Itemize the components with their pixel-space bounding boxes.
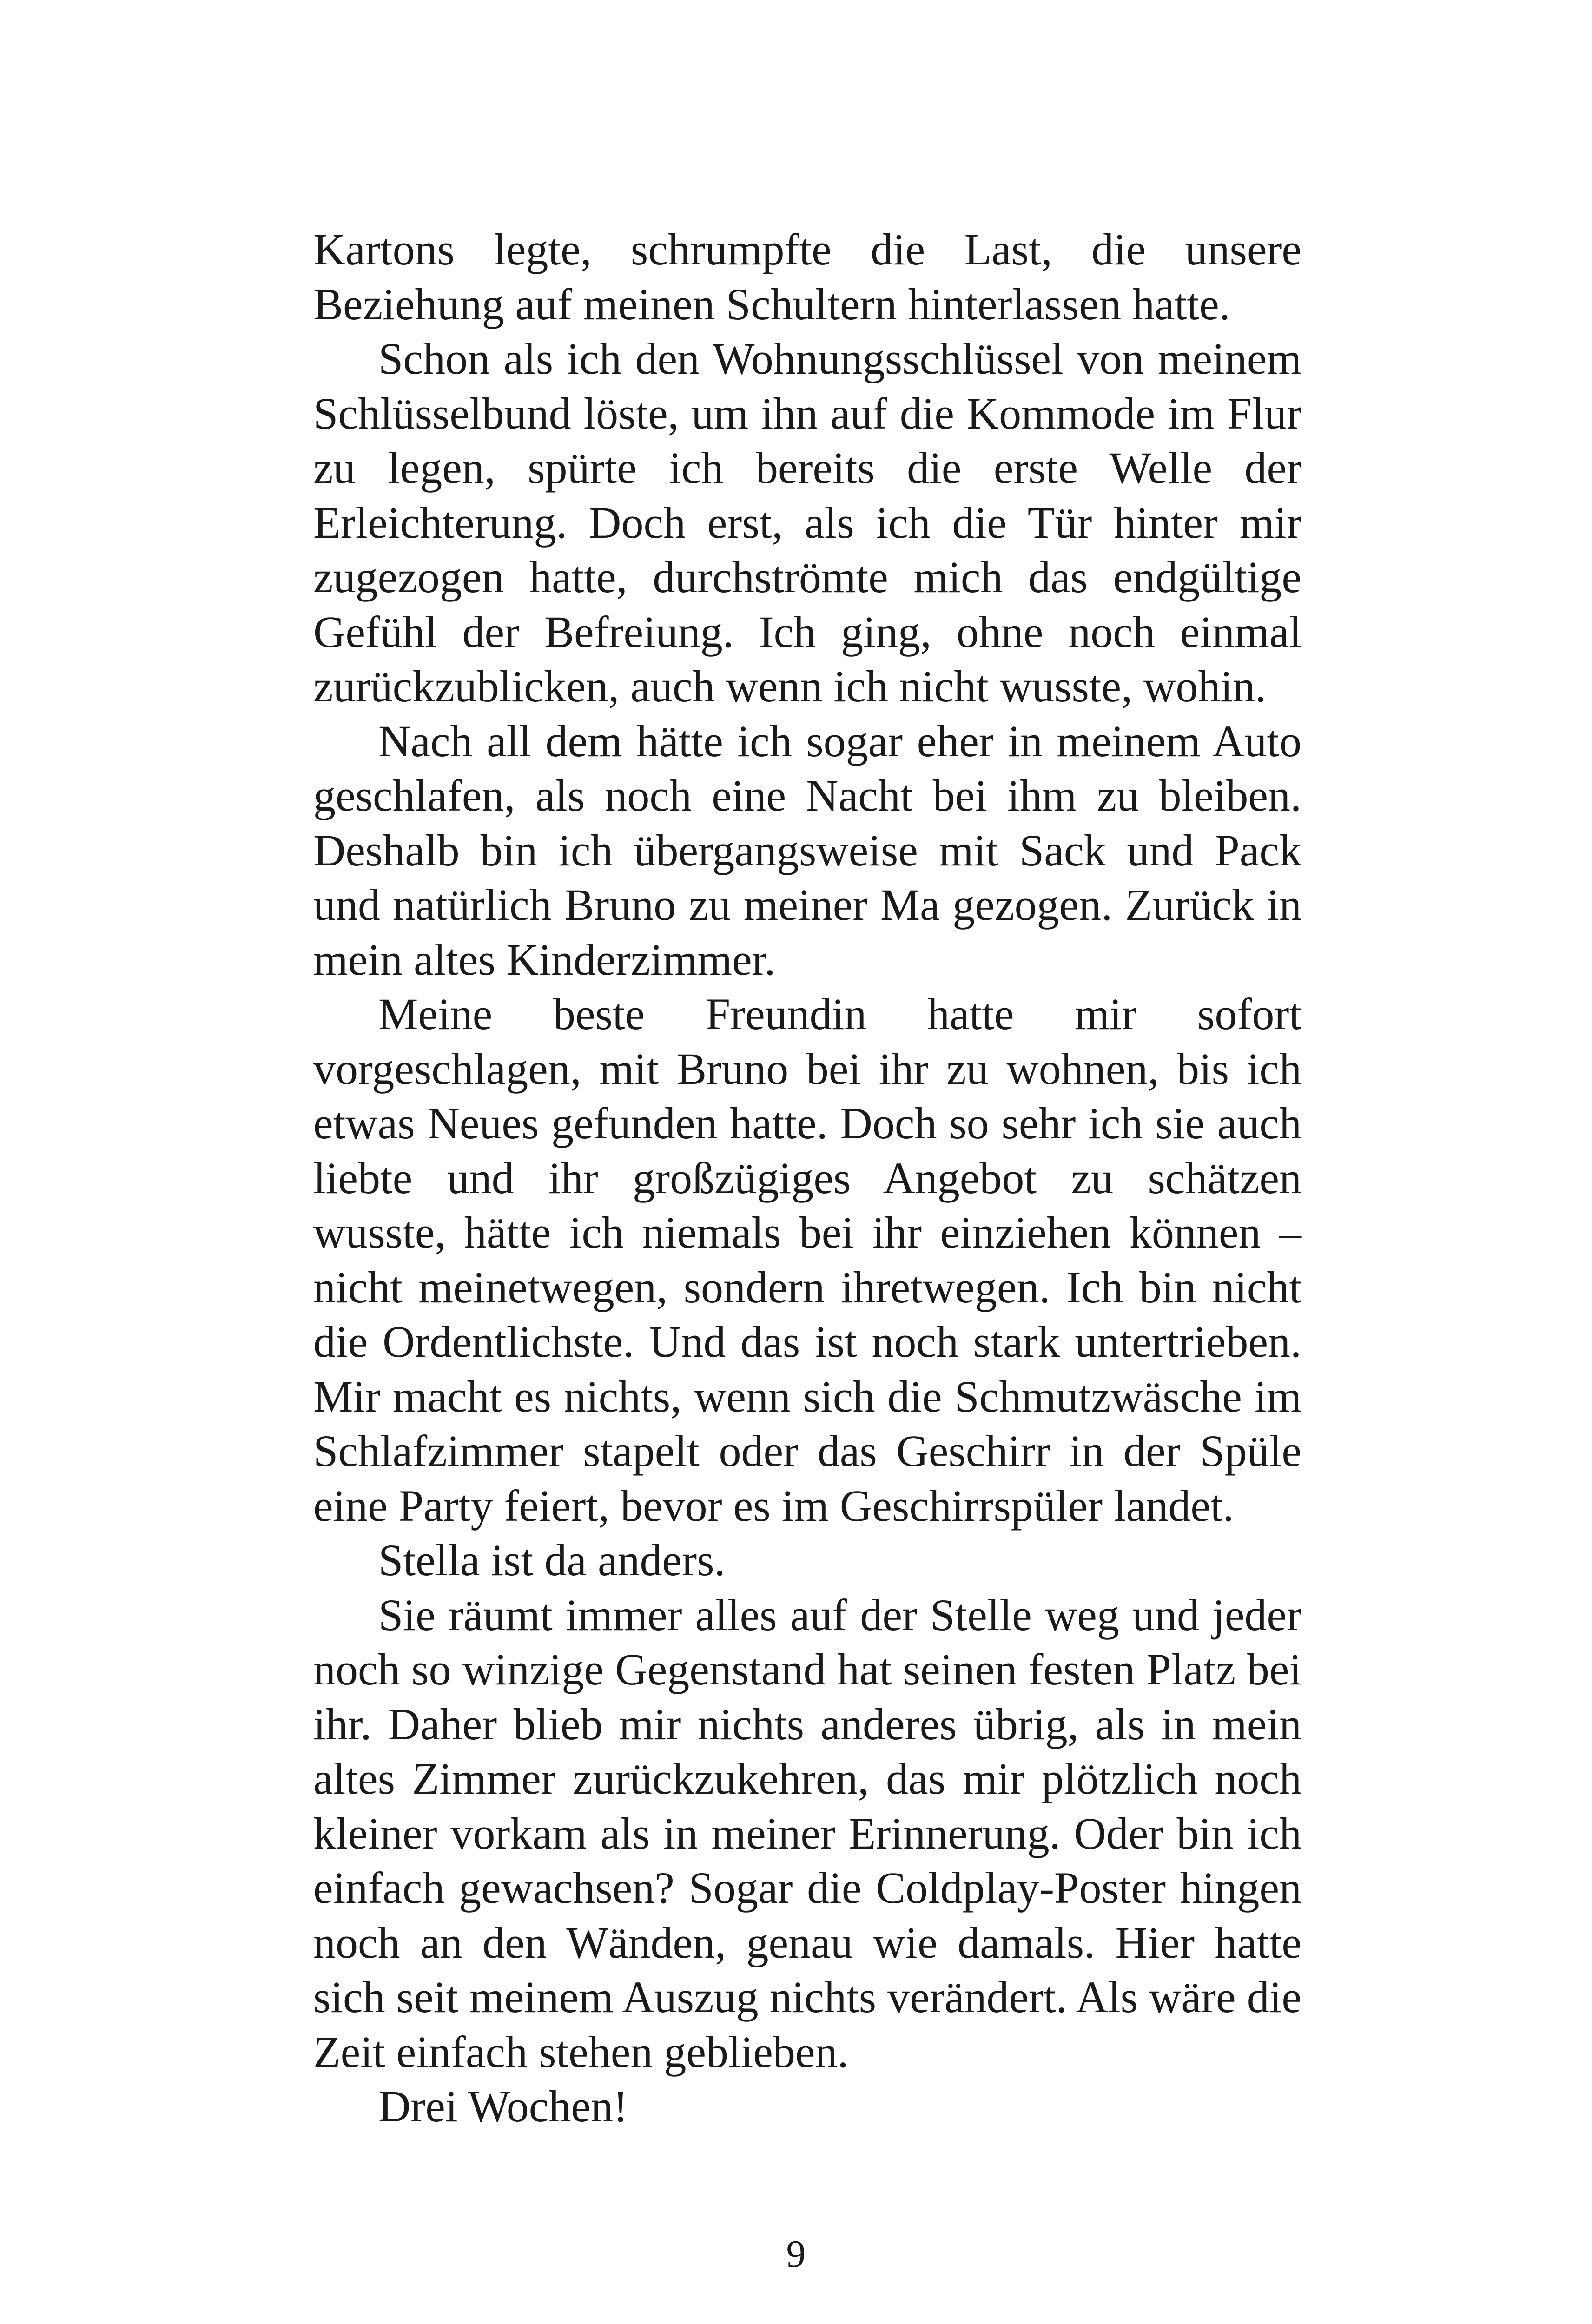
body-text <box>313 222 1301 2134</box>
paragraph-1: Kartons legte, schrumpfte die Last, die unsere Beziehung auf meinen Schultern hinterlassen hatte. <box>313 224 1301 329</box>
paragraph-7: Drei Wochen! <box>378 2081 628 2131</box>
paragraph-6: Sie räumt immer alles auf der Stelle weg und jeder noch so winzige Gegenstand hat seinen festen Platz bei ihr. Daher blieb mir nichts anderes übrig, als in mein altes Zimmer zurückzukehren, das mir plötzlich noch kleiner vorkam als in meiner Erinnerung. Oder bin ich einfach gewachsen? Sogar die Coldplay-Poster hingen noch an den Wänden, genau wie damals. Hier hatte sich seit meinem Auszug nichts verändert. Als wäre die Zeit einfach stehen geblieben. <box>313 1590 1301 2077</box>
page-number: 9 <box>786 2232 806 2276</box>
paragraph-2: Schon als ich den Wohnungsschlüssel von meinem Schlüsselbund löste, um ihn auf die Kommode im Flur zu legen, spürte ich bereits die erste Welle der Erleichterung. Doch erst, als ich die Tür hinter mir zugezogen hatte, durchströmte mich das endgültige Gefühl der Befreiung. Ich ging, ohne noch einmal zurückzublicken, auch wenn ich nicht wusste, wohin. <box>313 334 1301 711</box>
paragraph-5: Stella ist da anders. <box>378 1535 726 1585</box>
paragraph-3: Nach all dem hätte ich sogar eher in meinem Auto geschlafen, als noch eine Nacht bei ihm zu bleiben. Deshalb bin ich übergangsweise mit Sack und Pack und natürlich Bruno zu meiner Ma gezogen. Zurück in mein altes Kinderzimmer. <box>313 716 1301 984</box>
paragraph-4: Meine beste Freundin hatte mir sofort vorgeschlagen, mit Bruno bei ihr zu wohnen, bis ich etwas Neues gefunden hatte. Doch so sehr ich sie auch liebte und ihr großzügiges Angebot zu schätzen wusste, hätte ich niemals bei ihr einziehen können – nicht meinetwegen, sondern ihretwegen. Ich bin nicht die Ordentlichste. Und das ist noch stark untertrieben. Mir macht es nichts, wenn sich die Schmutzwäsche im Schlafzimmer stapelt oder das Geschirr in der Spüle eine Party feiert, bevor es im Geschirrspüler landet. <box>313 989 1301 1531</box>
